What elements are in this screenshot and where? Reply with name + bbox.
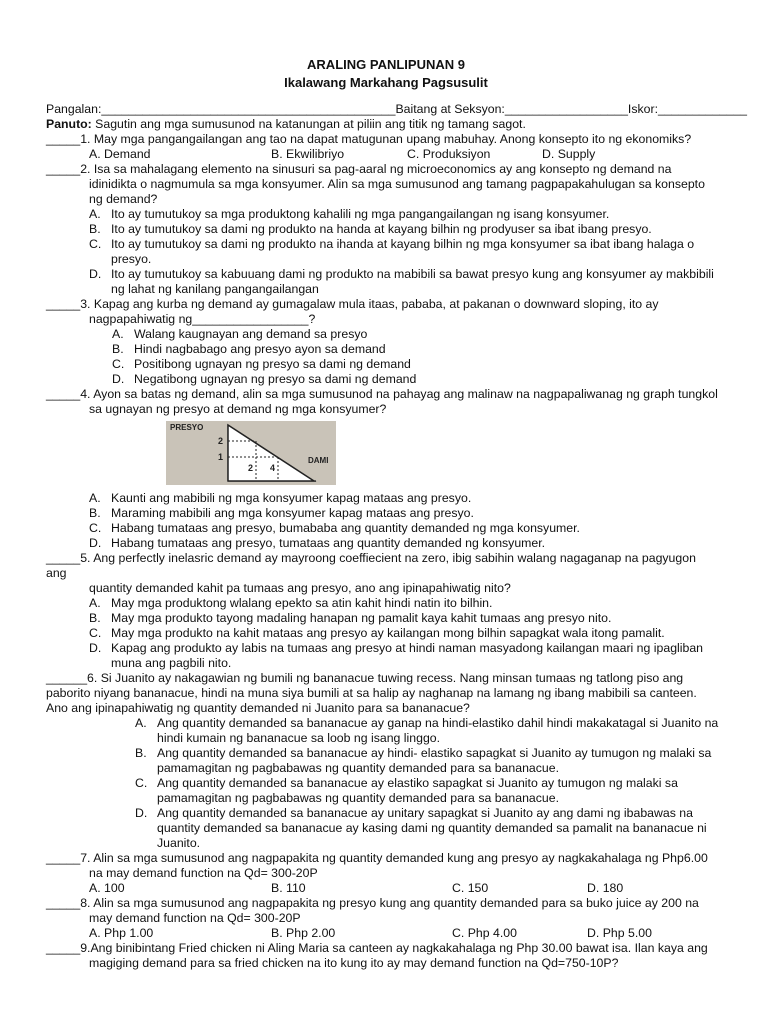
choice-letter: D. — [135, 806, 148, 820]
choice-letter: B. — [89, 611, 101, 625]
tick-y-1: 1 — [218, 452, 224, 462]
question-6-choices — [46, 716, 726, 851]
question-2-choices — [46, 207, 726, 297]
demand-graph — [166, 421, 336, 485]
choice-text: Ang quantity demanded sa bananacue ay ganap na hindi-elastiko dahil hindi makakatagal si Juanito na hindi kumain ng bananacue sa loob ng isang linggo. — [157, 716, 719, 745]
choice-letter: A. — [89, 207, 101, 221]
choice-letter: B. — [89, 222, 101, 236]
choice-letter: A. — [89, 596, 101, 610]
q2-choice-d — [89, 267, 726, 297]
panuto-text: Sagutin ang mga sumusunod na katanungan at piliin ang titik ng tamang sagot. — [91, 117, 526, 131]
choice-letter: A. — [112, 327, 124, 341]
q8-choice-b: B. Php 2.00 — [271, 926, 336, 940]
question-7-cont: na may demand function na Qd= 300-20P — [89, 866, 318, 880]
choice-letter: C. — [135, 776, 148, 790]
choice-letter: C. — [112, 357, 125, 371]
choice-text: Kaunti ang mabibili ng mga konsyumer kapag mataas ang presyo. — [111, 491, 472, 505]
q6-choice-b — [135, 746, 726, 776]
question-8: _____8. Alin sa mga sumusunod ang nagpapakita ng presyo kung ang quantity demanded para sa buko juice ay 200 na — [46, 896, 699, 910]
q4-choice-a — [89, 491, 726, 506]
student-info-line: Pangalan:___________________________________________Baitang at Seksyon:__________________Iskor:_____________ — [46, 102, 747, 116]
choice-letter: B. — [135, 746, 147, 760]
question-6: ______6. Si Juanito ay nakagawian ng bumili ng bananacue tuwing recess. Nang minsan tumaas ng tatlong piso ang — [46, 671, 684, 685]
question-2-cont2: ng demand? — [89, 192, 158, 206]
q8-choice-d: D. Php 5.00 — [587, 926, 652, 940]
q3-choice-b — [112, 342, 726, 357]
question-5-choices — [46, 596, 726, 671]
choice-text: Maraming mabibili ang mga konsyumer kapag mataas ang presyo. — [111, 506, 474, 520]
q1-choice-d: D. Supply — [542, 147, 596, 161]
q4-choice-d — [89, 536, 726, 551]
q4-choice-c — [89, 521, 726, 536]
choice-letter: B. — [89, 506, 101, 520]
q8-choice-a: A. Php 1.00 — [89, 926, 154, 940]
q2-choice-a — [89, 207, 726, 222]
q5-choice-b — [89, 611, 726, 626]
choice-text: Kapag ang produkto ay labis na tumaas ang presyo at hindi naman masyadong kailangan maari ng ipagliban muna ang pagbili nito. — [111, 641, 704, 670]
choice-letter: D. — [89, 641, 102, 655]
choice-text: Ito ay tumutukoy sa kabuuang dami ng produkto na mabibili sa bawat presyo kung ang konsyumer ay makbibili ng lahat ng kanilang pangangailangan — [111, 267, 714, 296]
instructions — [46, 117, 726, 132]
q6-choice-d — [135, 806, 726, 851]
question-9: _____9.Ang binibintang Fried chicken ni Aling Maria sa canteen ay nagkakahalaga ng Php 30.00 bawat isa. Ilan kaya ang — [46, 941, 708, 955]
q6-choice-a — [135, 716, 726, 746]
q4-choice-b — [89, 506, 726, 521]
choice-text: Hindi nagbabago ang presyo ayon sa demand — [134, 342, 386, 356]
q3-choice-a — [112, 327, 726, 342]
tick-x-2: 2 — [248, 463, 254, 473]
choice-letter: C. — [89, 521, 102, 535]
q5-choice-d — [89, 641, 726, 671]
choice-text: Ito ay tumutukoy sa mga produktong kahalili ng mga pangangailangan ng isang konsyumer. — [111, 207, 610, 221]
choice-letter: D. — [89, 536, 102, 550]
choice-text: Positibong ugnayan ng presyo sa dami ng demand — [134, 357, 411, 371]
choice-letter: C. — [89, 237, 102, 251]
question-2-cont: idinidikta o nagmumula sa mga konsyumer. Alin sa mga sumusunod ang tamang pagpapakahulugan sa konsepto — [89, 177, 705, 191]
choice-text: Walang kaugnayan ang demand sa presyo — [134, 327, 368, 341]
question-1: _____1. May mga pangangailangan ang tao na dapat matugunan upang mabuhay. Anong konsepto ito ng ekonomiks? — [46, 132, 692, 146]
question-3: _____3. Kapag ang kurba ng demand ay gumagalaw mula itaas, pababa, at pakanan o downward sloping, ito ay — [46, 297, 659, 311]
q7-choice-a: A. 100 — [89, 881, 125, 895]
choice-letter: A. — [135, 716, 147, 730]
q8-choice-c: C. Php 4.00 — [452, 926, 517, 940]
question-7: _____7. Alin sa mga sumusunod ang nagpapakita ng quantity demanded kung ang presyo ay nagkakahalaga ng Php6.00 — [46, 851, 708, 865]
tick-y-2: 2 — [218, 436, 224, 446]
choice-text: Ang quantity demanded sa bananacue ay elastiko sapagkat si Juanito ay tumugon ng malaki sa pamamagitan ng pagbabawas ng quantity demanded para sa bananacue. — [157, 776, 678, 805]
choice-text: Ito ay tumutukoy sa dami ng produkto na handa at kayang bilhin ng prodyuser sa ibat ibang presyo. — [111, 222, 652, 236]
question-4: _____4. Ayon sa batas ng demand, alin sa mga sumusunod na pahayag ang malinaw na nagpapaliwanag ng graph tungkol — [46, 387, 718, 401]
q7-choice-b: B. 110 — [271, 881, 306, 895]
q6-choice-c — [135, 776, 726, 806]
question-7-choices — [46, 881, 726, 896]
question-5: _____5. Ang perfectly inelasric demand ay mayroong coeffiecient na zero, ibig sabihin walang nagaganap na pagyugon — [46, 551, 696, 565]
exam-title: ARALING PANLIPUNAN 9 — [307, 57, 465, 72]
question-1-choices — [46, 147, 726, 162]
q3-choice-c — [112, 357, 726, 372]
q1-choice-c: C. Produksiyon — [407, 147, 491, 161]
q5-choice-a — [89, 596, 726, 611]
presyo-label: PRESYO — [170, 423, 204, 432]
choice-letter: A. — [89, 491, 101, 505]
question-5-cont: ang — [46, 566, 67, 580]
choice-letter: B. — [112, 342, 124, 356]
exam-page — [46, 56, 747, 971]
choice-text: Negatibong ugnayan ng presyo sa dami ng demand — [134, 372, 417, 386]
question-2: _____2. Isa sa mahalagang elemento na sinusuri sa pag-aaral ng microeconomics ay ang konsepto ng demand na — [46, 162, 672, 176]
q2-choice-c — [89, 237, 726, 267]
demand-graph-svg — [166, 421, 336, 485]
q1-choice-b: B. Ekwilibriyo — [271, 147, 345, 161]
q5-choice-c — [89, 626, 726, 641]
q7-choice-c: C. 150 — [452, 881, 489, 895]
choice-text: May mga produktong wlalang epekto sa atin kahit hindi natin ito bilhin. — [111, 596, 493, 610]
dami-label: DAMI — [308, 456, 329, 465]
choice-text: Habang tumataas ang presyo, bumababa ang quantity demanded ng mga konsyumer. — [111, 521, 580, 535]
choice-text: Ang quantity demanded sa bananacue ay hindi- elastiko sapagkat si Juanito ay tumugon ng malaki sa pamamagitan ng pagbabawas ng quantity demanded para sa bananacue. — [157, 746, 712, 775]
question-5-cont2: quantity demanded kahit pa tumaas ang presyo, ano ang ipinapahiwatig nito? — [89, 581, 511, 595]
choice-letter: D. — [89, 267, 102, 281]
question-6-cont2: Ano ang ipinapahiwatig ng quantity demanded ni Juanito para sa bananacue? — [46, 701, 470, 715]
panuto-label: Panuto: — [46, 117, 92, 131]
question-8-cont: may demand function na Qd= 300-20P — [89, 911, 301, 925]
q2-choice-b — [89, 222, 726, 237]
choice-letter: D. — [112, 372, 125, 386]
question-3-choices — [46, 327, 726, 387]
q1-choice-a: A. Demand — [89, 147, 151, 161]
choice-text: Habang tumataas ang presyo, tumataas ang quantity demanded ng konsyumer. — [111, 536, 546, 550]
question-4-choices — [46, 491, 726, 551]
choice-letter: C. — [89, 626, 102, 640]
exam-subtitle: Ikalawang Markahang Pagsusulit — [284, 75, 488, 90]
choice-text: Ang quantity demanded sa bananacue ay unitary sapagkat si Juanito ay ang dami ng ibabawas na quantity demanded sa bananacue ay kasing dami ng quantity demanded sa pamalit na bananacue ni Juanito. — [157, 806, 707, 850]
question-6-cont: paborito niyang bananacue, hindi na muna siya bumili at sa halip ay naghanap na lamang ng ibang mabibili sa canteen. — [46, 686, 697, 700]
choice-text: May mga produkto na kahit mataas ang presyo ay kailangan mong bilhin sapagkat wala itong pamalit. — [111, 626, 665, 640]
question-8-choices — [46, 926, 726, 941]
tick-x-4: 4 — [270, 463, 276, 473]
choice-text: Ito ay tumutukoy sa dami ng produkto na ihanda at kayang bilhin ng mga konsyumer sa ibat ibang halaga o presyo. — [111, 237, 695, 266]
choice-text: May mga produkto tayong madaling hanapan ng pamalit kaya kahit tumaas ang presyo nito. — [111, 611, 612, 625]
q7-choice-d: D. 180 — [587, 881, 624, 895]
question-3-cont: nagpapahiwatig ng_________________? — [89, 312, 316, 326]
q3-choice-d — [112, 372, 726, 387]
question-4-cont: sa ugnayan ng presyo at demand ng mga konsyumer? — [89, 402, 387, 416]
question-9-cont: magiging demand para sa fried chicken na ito kung ito ay may demand function na Qd=750-10P? — [89, 956, 619, 970]
